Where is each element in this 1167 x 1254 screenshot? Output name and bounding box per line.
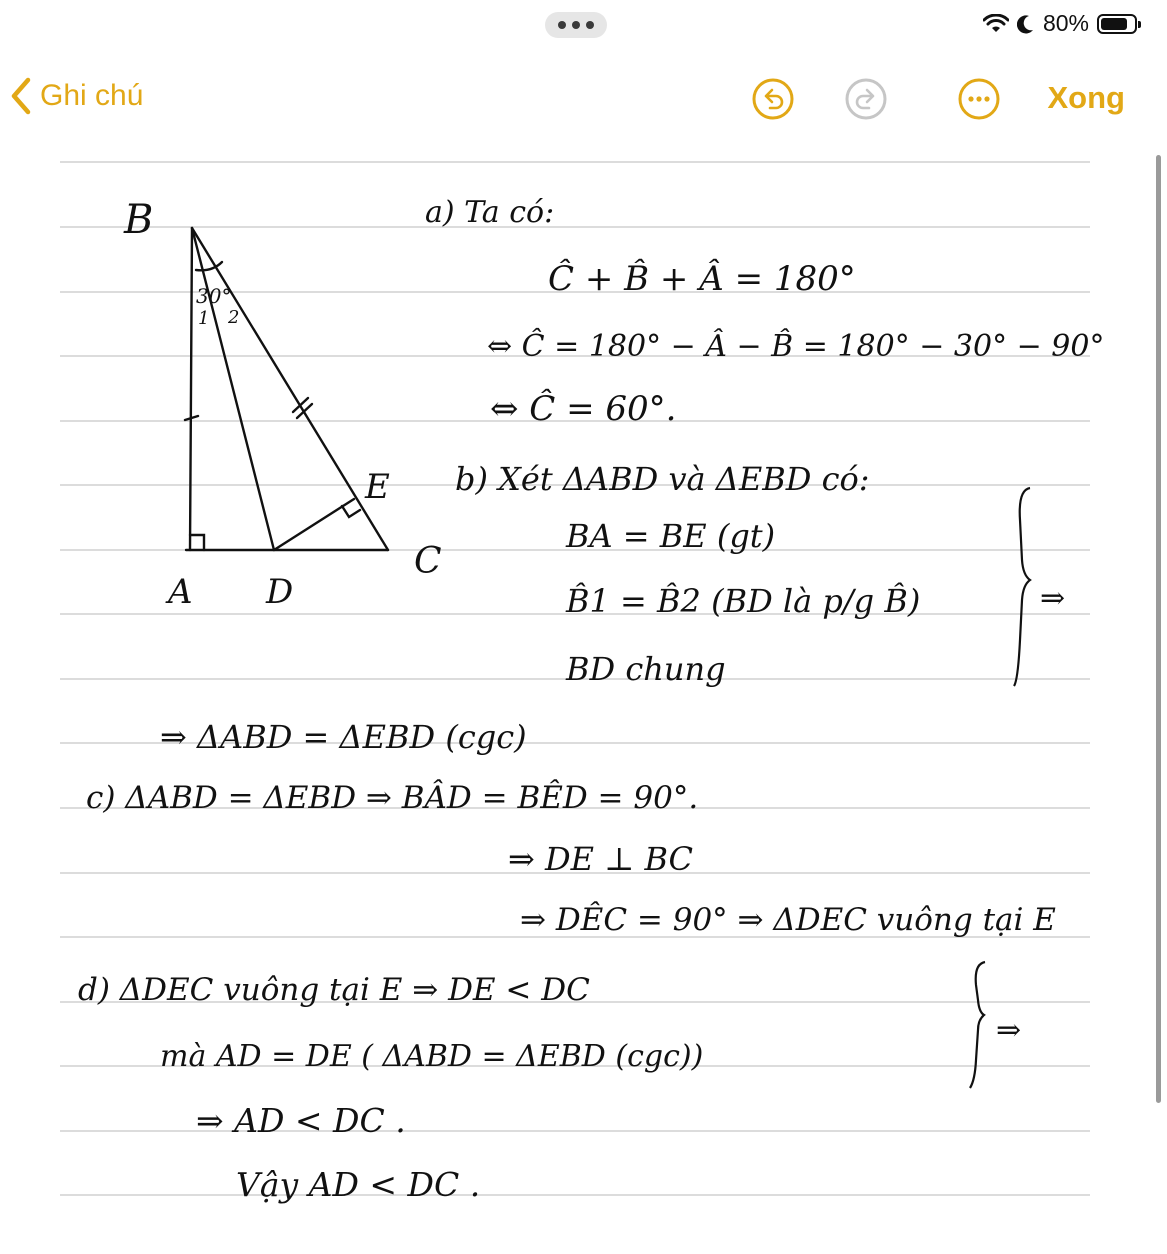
status-bar: [0, 0, 1167, 50]
angle-2-label: 2: [228, 307, 240, 328]
note-line: mà AD = DE ( ΔABD = ΔEBD (cgc)): [160, 1039, 704, 1074]
vertex-d: D: [266, 572, 294, 612]
note-line: ⇒: [1040, 581, 1066, 616]
angle-1-label: 1: [198, 308, 210, 329]
right-angle-e: [342, 506, 360, 517]
note-line: B̂1 = B̂2 (BD là p/g B̂): [566, 582, 921, 620]
note-line: BD chung: [566, 650, 726, 688]
segment-ba: [190, 228, 192, 550]
note-line: ⇒ DE ⊥ BC: [508, 840, 694, 878]
note-line: Ĉ + B̂ + Â = 180°: [548, 259, 856, 299]
wifi-icon: [983, 14, 1009, 34]
multitasking-dots-icon[interactable]: [545, 12, 607, 38]
note-line: c) ΔABD = ΔEBD ⇒ BÂD = BÊD = 90°.: [86, 780, 699, 816]
brace: [970, 962, 985, 1088]
vertex-b: B: [124, 197, 154, 243]
note-canvas[interactable]: [0, 140, 1167, 1254]
scrollbar[interactable]: [1156, 155, 1161, 1103]
handwritten-solution: [78, 195, 1104, 1204]
moon-icon: [1017, 14, 1035, 34]
note-line: ⇒ ΔABD = ΔEBD (cgc): [160, 718, 527, 756]
back-button[interactable]: [8, 76, 143, 116]
redo-icon[interactable]: [845, 78, 887, 120]
battery-percentage: 80%: [1042, 10, 1089, 36]
back-label: Ghi chú: [40, 79, 144, 112]
note-line: b) Xét ΔABD và ΔEBD có:: [455, 460, 870, 498]
navigation-bar: [0, 60, 1167, 140]
note-line: BA = BE (gt): [566, 517, 776, 555]
brace: [1014, 488, 1030, 686]
vertex-c: C: [414, 541, 442, 582]
segment-bd: [192, 228, 274, 550]
note-line: ⇒ AD < DC .: [196, 1101, 406, 1140]
status-indicators: [983, 10, 1137, 37]
note-line: Vậy AD < DC .: [236, 1165, 481, 1204]
note-line: d) ΔDEC vuông tại E ⇒ DE < DC: [78, 972, 590, 1008]
note-line: ⇔ Ĉ = 180° − Â − B̂ = 180° − 30° − 90°: [487, 329, 1105, 364]
note-line: ⇒: [996, 1013, 1022, 1048]
done-button[interactable]: Xong: [1047, 80, 1125, 115]
undo-icon[interactable]: [752, 78, 794, 120]
chevron-left-icon: [8, 76, 34, 116]
note-line: a) Ta có:: [425, 195, 555, 230]
note-line: ⇒ DÊC = 90° ⇒ ΔDEC vuông tại E: [520, 902, 1056, 938]
more-icon[interactable]: [958, 78, 1000, 120]
angle-label: 30°: [196, 284, 232, 308]
battery-icon: [1097, 14, 1137, 34]
vertex-a: A: [168, 572, 193, 612]
note-line: ⇔ Ĉ = 60°.: [490, 389, 677, 429]
right-angle-a: [190, 535, 204, 550]
segment-bc: [192, 228, 388, 550]
triangle-figure: [185, 228, 388, 550]
vertex-e: E: [365, 467, 390, 507]
